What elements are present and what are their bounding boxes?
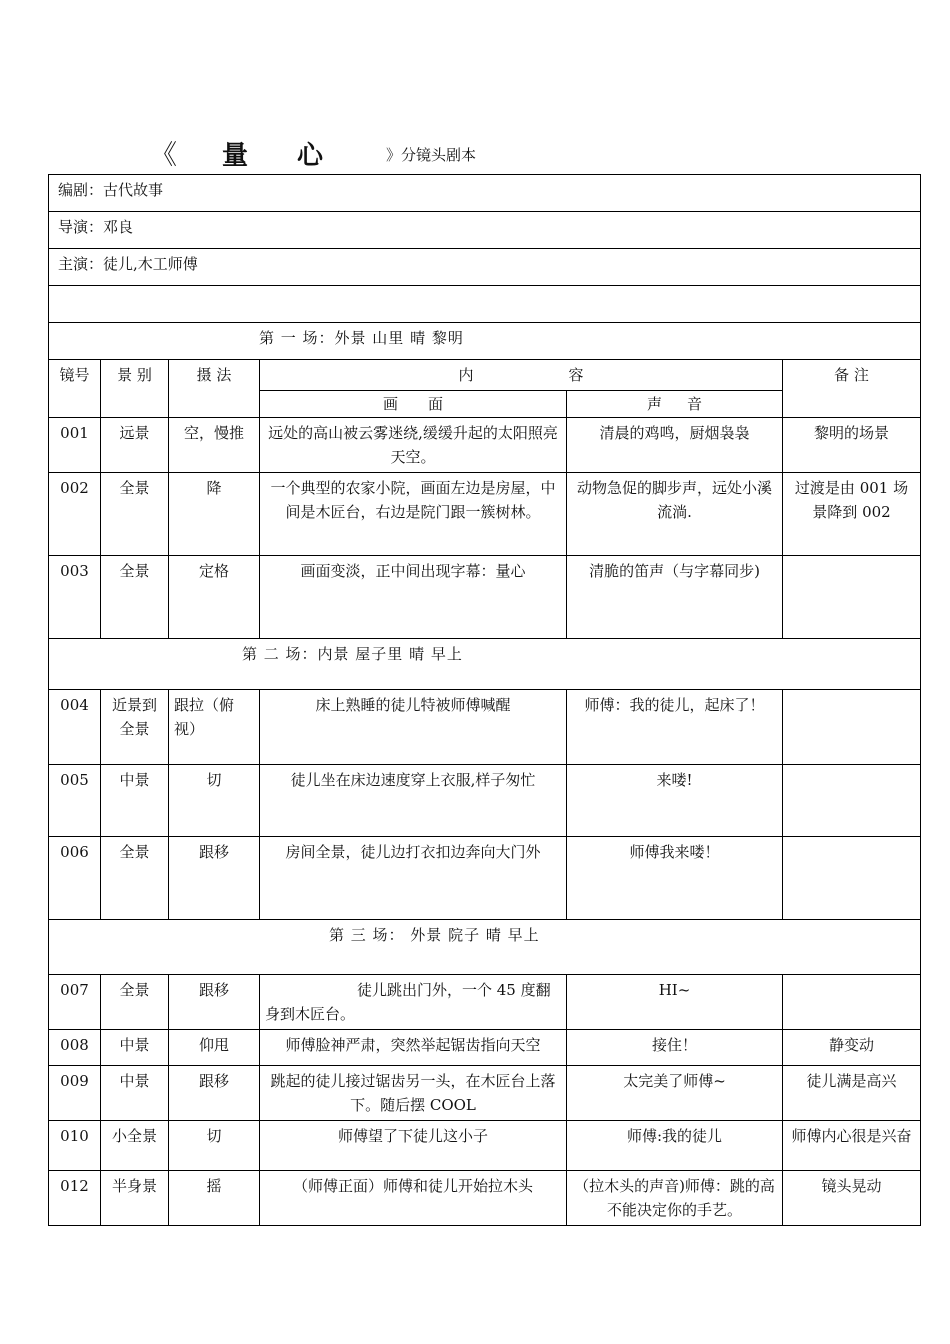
cell-method: 定格 <box>169 556 260 639</box>
cell-method: 仰甩 <box>169 1030 260 1066</box>
cell-method: 跟移 <box>169 975 260 1030</box>
cell-note: 镜头晃动 <box>783 1171 921 1226</box>
cell-sound: 师傅我来喽！ <box>567 837 783 920</box>
cell-shot: 008 <box>49 1030 101 1066</box>
cell-note: 静变动 <box>783 1030 921 1066</box>
cell-note <box>783 690 921 765</box>
cell-note: 黎明的场景 <box>783 418 921 473</box>
cell-picture: 徒儿跳出门外，一个 45 度翻身到木匠台。 <box>260 975 567 1030</box>
empty-row <box>49 286 921 323</box>
scene-heading-1: 第 一 场：外景 山里 晴 黎明 <box>49 323 921 360</box>
cell-shot: 002 <box>49 473 101 556</box>
cell-shot: 012 <box>49 1171 101 1226</box>
table-row <box>49 556 921 639</box>
table-row <box>49 1030 921 1066</box>
header-content-b: 容 <box>568 366 584 384</box>
cell-picture: （师傅正面）师傅和徒儿开始拉木头 <box>260 1171 567 1226</box>
cell-shot: 003 <box>49 556 101 639</box>
table-row <box>49 418 921 473</box>
cell-note: 徒儿满是高兴 <box>783 1066 921 1121</box>
cell-shot: 004 <box>49 690 101 765</box>
header-note: 备 注 <box>783 360 921 418</box>
document-title <box>0 135 950 171</box>
cell-shot: 001 <box>49 418 101 473</box>
cell-picture: 徒儿坐在床边速度穿上衣服,样子匆忙 <box>260 765 567 837</box>
cell-scale: 全景 <box>101 837 169 920</box>
cell-note <box>783 975 921 1030</box>
cell-scale: 小全景 <box>101 1121 169 1171</box>
cell-scale: 半身景 <box>101 1171 169 1226</box>
cell-method: 跟移 <box>169 837 260 920</box>
cell-note <box>783 765 921 837</box>
cell-shot: 007 <box>49 975 101 1030</box>
cell-shot: 009 <box>49 1066 101 1121</box>
header-sound <box>567 391 783 418</box>
cell-method: 跟拉（俯视） <box>169 690 260 765</box>
cell-method: 切 <box>169 1121 260 1171</box>
header-content <box>260 360 783 391</box>
cell-method: 摇 <box>169 1171 260 1226</box>
header-scale: 景 别 <box>101 360 169 418</box>
cell-note: 过渡是由 001 场景降到 002 <box>783 473 921 556</box>
cell-note <box>783 837 921 920</box>
cell-picture: 房间全景，徒儿边打衣扣边奔向大门外 <box>260 837 567 920</box>
cell-shot: 005 <box>49 765 101 837</box>
table-row <box>49 1066 921 1121</box>
cell-picture: 师傅脸神严肃，突然举起锯齿指向天空 <box>260 1030 567 1066</box>
cell-shot: 010 <box>49 1121 101 1171</box>
table-row <box>49 1121 921 1171</box>
header-picture-a: 画 <box>382 395 398 413</box>
header-content-a: 内 <box>458 366 474 384</box>
cell-picture: 一个典型的农家小院，画面左边是房屋，中间是木匠台，右边是院门跟一簇树林。 <box>260 473 567 556</box>
cell-scale: 中景 <box>101 765 169 837</box>
cell-scale: 近景到全景 <box>101 690 169 765</box>
cell-sound: 师傅：我的徒儿，起床了！ <box>567 690 783 765</box>
cell-note: 师傅内心很是兴奋 <box>783 1121 921 1171</box>
header-sound-a: 声 <box>646 395 662 413</box>
cell-scale: 中景 <box>101 1066 169 1121</box>
cell-sound: 接住！ <box>567 1030 783 1066</box>
cell-shot: 006 <box>49 837 101 920</box>
cell-sound: 清晨的鸡鸣，厨烟袅袅 <box>567 418 783 473</box>
cell-scale: 中景 <box>101 1030 169 1066</box>
cell-method: 降 <box>169 473 260 556</box>
header-method: 摄 法 <box>169 360 260 418</box>
scene-heading-3: 第 三 场： 外景 院子 晴 早上 <box>49 920 921 975</box>
table-row <box>49 1171 921 1226</box>
table-row <box>49 473 921 556</box>
cell-sound: 太完美了师傅~ <box>567 1066 783 1121</box>
cell-note <box>783 556 921 639</box>
cell-picture: 远处的高山被云雾迷绕,缓缓升起的太阳照亮天空。 <box>260 418 567 473</box>
storyboard-table <box>48 174 921 1226</box>
cell-scale: 全景 <box>101 975 169 1030</box>
cast-cell: 主演：徒儿,木工师傅 <box>49 249 921 286</box>
title-suffix: 》分镜头剧本 <box>386 146 477 164</box>
cell-picture: 跳起的徒儿接过锯齿另一头，在木匠台上落下。随后摆 COOL <box>260 1066 567 1121</box>
cell-sound: 来喽! <box>567 765 783 837</box>
cell-sound: HI~ <box>567 975 783 1030</box>
table-row <box>49 765 921 837</box>
cell-sound: 动物急促的脚步声，远处小溪流淌. <box>567 473 783 556</box>
cell-sound: （拉木头的声音)师傅：跳的高不能决定你的手艺。 <box>567 1171 783 1226</box>
header-sound-b: 音 <box>687 395 703 413</box>
table-row <box>49 975 921 1030</box>
director-cell: 导演：邓良 <box>49 212 921 249</box>
table-row <box>49 690 921 765</box>
header-shot: 镜号 <box>49 360 101 418</box>
header-picture <box>260 391 567 418</box>
cell-picture: 师傅望了下徒儿这小子 <box>260 1121 567 1171</box>
cell-picture: 画面变淡，正中间出现字幕：量心 <box>260 556 567 639</box>
cell-method: 空，慢推 <box>169 418 260 473</box>
cell-method: 切 <box>169 765 260 837</box>
cell-scale: 远景 <box>101 418 169 473</box>
title-char-1: 量 <box>222 141 249 171</box>
title-open-bracket: 《 <box>150 140 177 171</box>
scene-heading-2: 第 二 场：内景 屋子里 晴 早上 <box>49 639 921 690</box>
cell-sound: 清脆的笛声（与字幕同步) <box>567 556 783 639</box>
title-char-2: 心 <box>297 141 324 171</box>
cell-sound: 师傅:我的徒儿 <box>567 1121 783 1171</box>
header-picture-b: 面 <box>428 395 444 413</box>
table-row <box>49 837 921 920</box>
cell-scale: 全景 <box>101 556 169 639</box>
cell-picture: 床上熟睡的徒儿特被师傅喊醒 <box>260 690 567 765</box>
writer-cell: 编剧：古代故事 <box>49 175 921 212</box>
cell-method: 跟移 <box>169 1066 260 1121</box>
cell-scale: 全景 <box>101 473 169 556</box>
